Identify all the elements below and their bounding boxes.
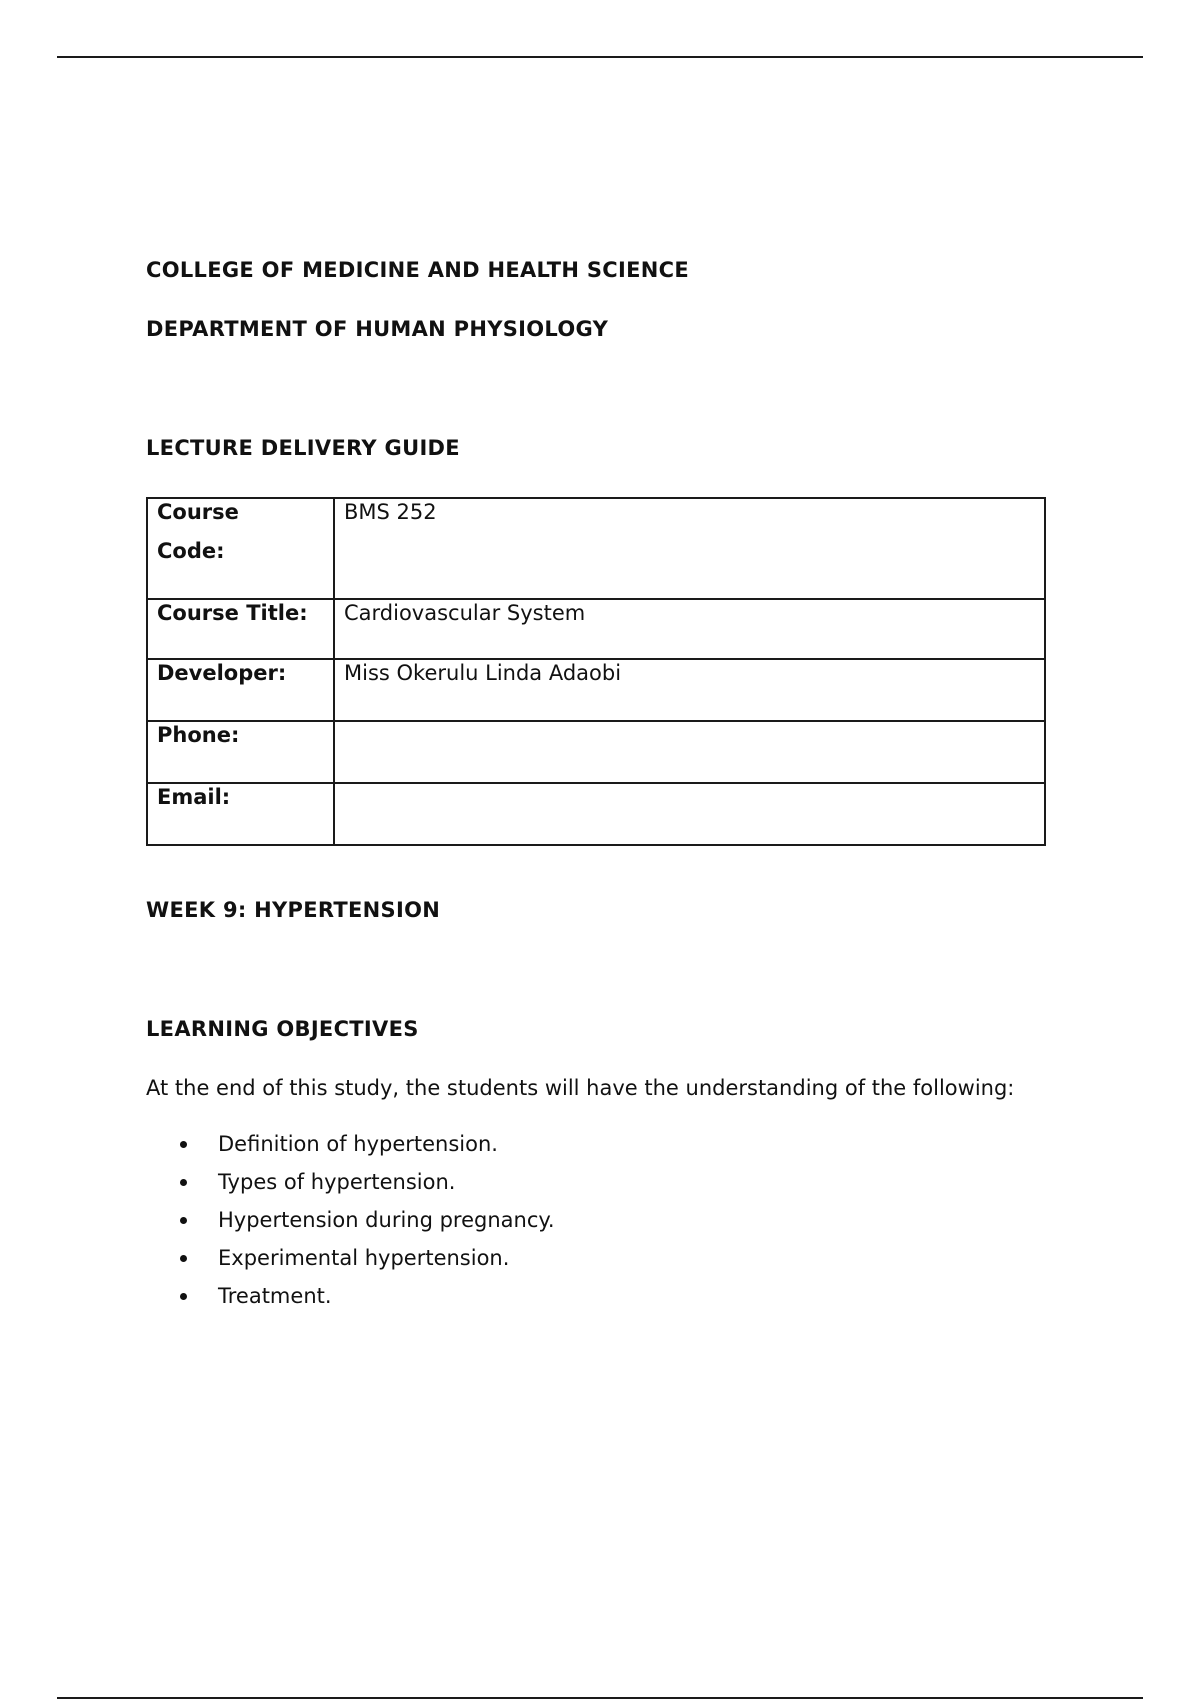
week-title: WEEK 9: HYPERTENSION [146,898,441,922]
objective-text: Experimental hypertension. [218,1246,510,1270]
objectives-intro: At the end of this study, the students will have the understanding of the following: [146,1076,1015,1100]
course-info-table [146,497,1046,846]
list-item [180,1132,555,1156]
course-code-value: BMS 252 [344,500,437,524]
developer-value-cell [334,659,1045,721]
list-item [180,1246,555,1270]
course-title-label: Course Title: [157,601,308,625]
objectives-list [180,1132,555,1308]
footer-rule [57,1697,1143,1699]
table-row [147,659,1045,721]
table-row [147,599,1045,659]
phone-label: Phone: [157,723,240,747]
department-heading: DEPARTMENT OF HUMAN PHYSIOLOGY [146,317,609,341]
list-item [180,1170,555,1194]
developer-value: Miss Okerulu Linda Adaobi [344,661,622,685]
objective-text: Treatment. [218,1284,332,1308]
institution-heading: COLLEGE OF MEDICINE AND HEALTH SCIENCE [146,258,690,282]
developer-label: Developer: [157,661,287,685]
course-title-value: Cardiovascular System [344,601,586,625]
learning-objectives-heading: LEARNING OBJECTIVES [146,1017,419,1041]
phone-value-cell [334,721,1045,783]
table-row [147,783,1045,845]
course-code-label: Course Code: [157,500,239,563]
list-item [180,1208,555,1232]
bullet-icon [180,1141,187,1148]
guide-title: LECTURE DELIVERY GUIDE [146,436,460,460]
list-item [180,1284,555,1308]
phone-label-cell [147,721,334,783]
developer-label-cell [147,659,334,721]
course-code-label-cell [147,498,334,599]
objective-text: Definition of hypertension. [218,1132,498,1156]
course-title-label-cell [147,599,334,659]
bullet-icon [180,1255,187,1262]
email-value-cell [334,783,1045,845]
course-title-value-cell [334,599,1045,659]
table-row [147,498,1045,599]
email-label-cell [147,783,334,845]
bullet-icon [180,1179,187,1186]
email-label: Email: [157,785,231,809]
bullet-icon [180,1293,187,1300]
objective-text: Hypertension during pregnancy. [218,1208,555,1232]
bullet-icon [180,1217,187,1224]
header-rule [57,56,1143,58]
table-row [147,721,1045,783]
objective-text: Types of hypertension. [218,1170,456,1194]
course-code-value-cell [334,498,1045,599]
